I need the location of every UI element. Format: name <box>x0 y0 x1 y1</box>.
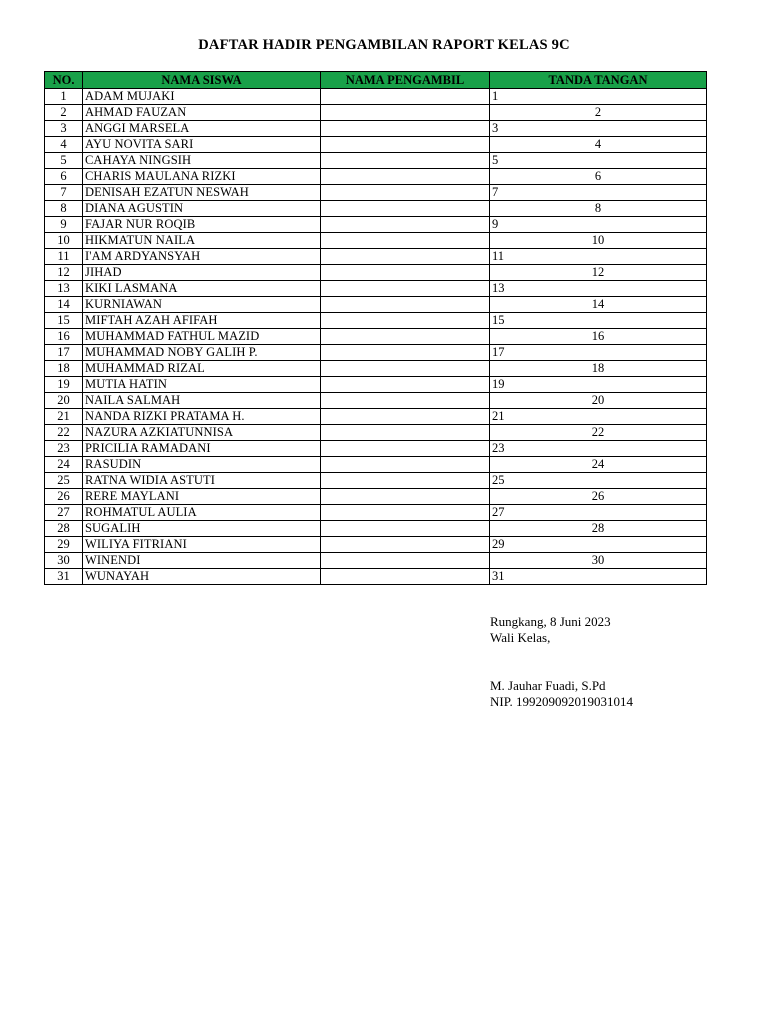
row-number: 12 <box>45 265 83 281</box>
student-name: ANGGI MARSELA <box>83 121 321 137</box>
signer-name: M. Jauhar Fuadi, S.Pd <box>490 678 606 693</box>
row-number: 4 <box>45 137 83 153</box>
row-number: 20 <box>45 393 83 409</box>
student-name: I'AM ARDYANSYAH <box>83 249 321 265</box>
signature-cell: 2 <box>490 105 707 121</box>
student-name: AHMAD FAUZAN <box>83 105 321 121</box>
signature-cell: 5 <box>490 153 707 169</box>
table-row <box>45 409 707 425</box>
header-nama-pengambil: NAMA PENGAMBIL <box>321 72 490 89</box>
pengambil-cell <box>321 201 490 217</box>
student-name: MUTIA HATIN <box>83 377 321 393</box>
signature-cell: 20 <box>490 393 707 409</box>
attendance-table <box>44 71 707 585</box>
pengambil-cell <box>321 425 490 441</box>
row-number: 7 <box>45 185 83 201</box>
table-row <box>45 169 707 185</box>
signature-cell: 31 <box>490 569 707 585</box>
row-number: 23 <box>45 441 83 457</box>
table-row <box>45 217 707 233</box>
table-row <box>45 233 707 249</box>
student-name: HIKMATUN NAILA <box>83 233 321 249</box>
signature-cell: 18 <box>490 361 707 377</box>
student-name: RERE MAYLANI <box>83 489 321 505</box>
table-row <box>45 521 707 537</box>
pengambil-cell <box>321 137 490 153</box>
signature-cell: 7 <box>490 185 707 201</box>
table-row <box>45 297 707 313</box>
signature-cell: 30 <box>490 553 707 569</box>
row-number: 31 <box>45 569 83 585</box>
pengambil-cell <box>321 217 490 233</box>
header-nama-siswa: NAMA SISWA <box>83 72 321 89</box>
signature-cell: 28 <box>490 521 707 537</box>
page-title: DAFTAR HADIR PENGAMBILAN RAPORT KELAS 9C <box>198 37 570 53</box>
student-name: JIHAD <box>83 265 321 281</box>
student-name: NAILA SALMAH <box>83 393 321 409</box>
row-number: 24 <box>45 457 83 473</box>
signature-cell: 26 <box>490 489 707 505</box>
table-row <box>45 281 707 297</box>
row-number: 2 <box>45 105 83 121</box>
signature-cell: 6 <box>490 169 707 185</box>
student-name: WILIYA FITRIANI <box>83 537 321 553</box>
signature-cell: 13 <box>490 281 707 297</box>
pengambil-cell <box>321 377 490 393</box>
student-name: KIKI LASMANA <box>83 281 321 297</box>
table-row <box>45 457 707 473</box>
row-number: 27 <box>45 505 83 521</box>
signature-cell: 15 <box>490 313 707 329</box>
pengambil-cell <box>321 505 490 521</box>
table-row <box>45 377 707 393</box>
row-number: 17 <box>45 345 83 361</box>
signature-cell: 25 <box>490 473 707 489</box>
row-number: 9 <box>45 217 83 233</box>
signature-cell: 1 <box>490 89 707 105</box>
table-row <box>45 361 707 377</box>
student-name: MUHAMMAD FATHUL MAZID <box>83 329 321 345</box>
row-number: 3 <box>45 121 83 137</box>
signature-cell: 19 <box>490 377 707 393</box>
row-number: 11 <box>45 249 83 265</box>
pengambil-cell <box>321 153 490 169</box>
pengambil-cell <box>321 457 490 473</box>
row-number: 5 <box>45 153 83 169</box>
table-row <box>45 313 707 329</box>
student-name: DENISAH EZATUN NESWAH <box>83 185 321 201</box>
signature-cell: 22 <box>490 425 707 441</box>
pengambil-cell <box>321 185 490 201</box>
table-row <box>45 329 707 345</box>
table-row <box>45 393 707 409</box>
student-name: MUHAMMAD RIZAL <box>83 361 321 377</box>
student-name: DIANA AGUSTIN <box>83 201 321 217</box>
table-row <box>45 425 707 441</box>
row-number: 22 <box>45 425 83 441</box>
row-number: 19 <box>45 377 83 393</box>
table-row <box>45 89 707 105</box>
student-name: WUNAYAH <box>83 569 321 585</box>
table-body <box>45 89 707 585</box>
student-name: NAZURA AZKIATUNNISA <box>83 425 321 441</box>
row-number: 1 <box>45 89 83 105</box>
pengambil-cell <box>321 89 490 105</box>
table-row <box>45 249 707 265</box>
pengambil-cell <box>321 249 490 265</box>
pengambil-cell <box>321 473 490 489</box>
student-name: ROHMATUL AULIA <box>83 505 321 521</box>
signature-cell: 24 <box>490 457 707 473</box>
signature-cell: 29 <box>490 537 707 553</box>
row-number: 10 <box>45 233 83 249</box>
table-row <box>45 489 707 505</box>
table-row <box>45 201 707 217</box>
table-header <box>45 72 707 89</box>
row-number: 6 <box>45 169 83 185</box>
row-number: 29 <box>45 537 83 553</box>
pengambil-cell <box>321 441 490 457</box>
student-name: CHARIS MAULANA RIZKI <box>83 169 321 185</box>
signature-cell: 21 <box>490 409 707 425</box>
signer-nip: NIP. 199209092019031014 <box>490 694 634 709</box>
pengambil-cell <box>321 537 490 553</box>
pengambil-cell <box>321 521 490 537</box>
table-row <box>45 473 707 489</box>
pengambil-cell <box>321 265 490 281</box>
signature-cell: 8 <box>490 201 707 217</box>
signature-cell: 11 <box>490 249 707 265</box>
student-name: KURNIAWAN <box>83 297 321 313</box>
row-number: 8 <box>45 201 83 217</box>
signature-cell: 27 <box>490 505 707 521</box>
row-number: 13 <box>45 281 83 297</box>
student-name: NANDA RIZKI PRATAMA H. <box>83 409 321 425</box>
pengambil-cell <box>321 297 490 313</box>
pengambil-cell <box>321 313 490 329</box>
student-name: WINENDI <box>83 553 321 569</box>
signature-cell: 23 <box>490 441 707 457</box>
pengambil-cell <box>321 361 490 377</box>
table-row <box>45 537 707 553</box>
table-row <box>45 345 707 361</box>
signature-cell: 14 <box>490 297 707 313</box>
table-row <box>45 153 707 169</box>
table-row <box>45 441 707 457</box>
row-number: 14 <box>45 297 83 313</box>
student-name: SUGALIH <box>83 521 321 537</box>
pengambil-cell <box>321 329 490 345</box>
row-number: 26 <box>45 489 83 505</box>
row-number: 28 <box>45 521 83 537</box>
place-date: Rungkang, 8 Juni 2023 <box>490 614 611 629</box>
table-row <box>45 553 707 569</box>
pengambil-cell <box>321 345 490 361</box>
table-row <box>45 569 707 585</box>
row-number: 18 <box>45 361 83 377</box>
signature-cell: 4 <box>490 137 707 153</box>
signature-cell: 17 <box>490 345 707 361</box>
student-name: MIFTAH AZAH AFIFAH <box>83 313 321 329</box>
row-number: 21 <box>45 409 83 425</box>
pengambil-cell <box>321 233 490 249</box>
header-no: NO. <box>45 72 83 89</box>
student-name: CAHAYA NINGSIH <box>83 153 321 169</box>
table-row <box>45 105 707 121</box>
student-name: PRICILIA RAMADANI <box>83 441 321 457</box>
table-row <box>45 121 707 137</box>
signature-cell: 12 <box>490 265 707 281</box>
student-name: MUHAMMAD NOBY GALIH P. <box>83 345 321 361</box>
pengambil-cell <box>321 169 490 185</box>
signature-cell: 3 <box>490 121 707 137</box>
pengambil-cell <box>321 553 490 569</box>
pengambil-cell <box>321 393 490 409</box>
header-tanda-tangan: TANDA TANGAN <box>490 72 707 89</box>
signer-role: Wali Kelas, <box>490 630 551 645</box>
row-number: 25 <box>45 473 83 489</box>
pengambil-cell <box>321 409 490 425</box>
table-row <box>45 265 707 281</box>
pengambil-cell <box>321 105 490 121</box>
student-name: AYU NOVITA SARI <box>83 137 321 153</box>
row-number: 16 <box>45 329 83 345</box>
student-name: FAJAR NUR ROQIB <box>83 217 321 233</box>
table-row <box>45 137 707 153</box>
pengambil-cell <box>321 569 490 585</box>
table-row <box>45 185 707 201</box>
table-row <box>45 505 707 521</box>
pengambil-cell <box>321 281 490 297</box>
pengambil-cell <box>321 489 490 505</box>
signature-cell: 9 <box>490 217 707 233</box>
student-name: RASUDIN <box>83 457 321 473</box>
row-number: 30 <box>45 553 83 569</box>
student-name: ADAM MUJAKI <box>83 89 321 105</box>
student-name: RATNA WIDIA ASTUTI <box>83 473 321 489</box>
row-number: 15 <box>45 313 83 329</box>
header-row <box>45 72 707 89</box>
signature-cell: 16 <box>490 329 707 345</box>
signature-cell: 10 <box>490 233 707 249</box>
pengambil-cell <box>321 121 490 137</box>
